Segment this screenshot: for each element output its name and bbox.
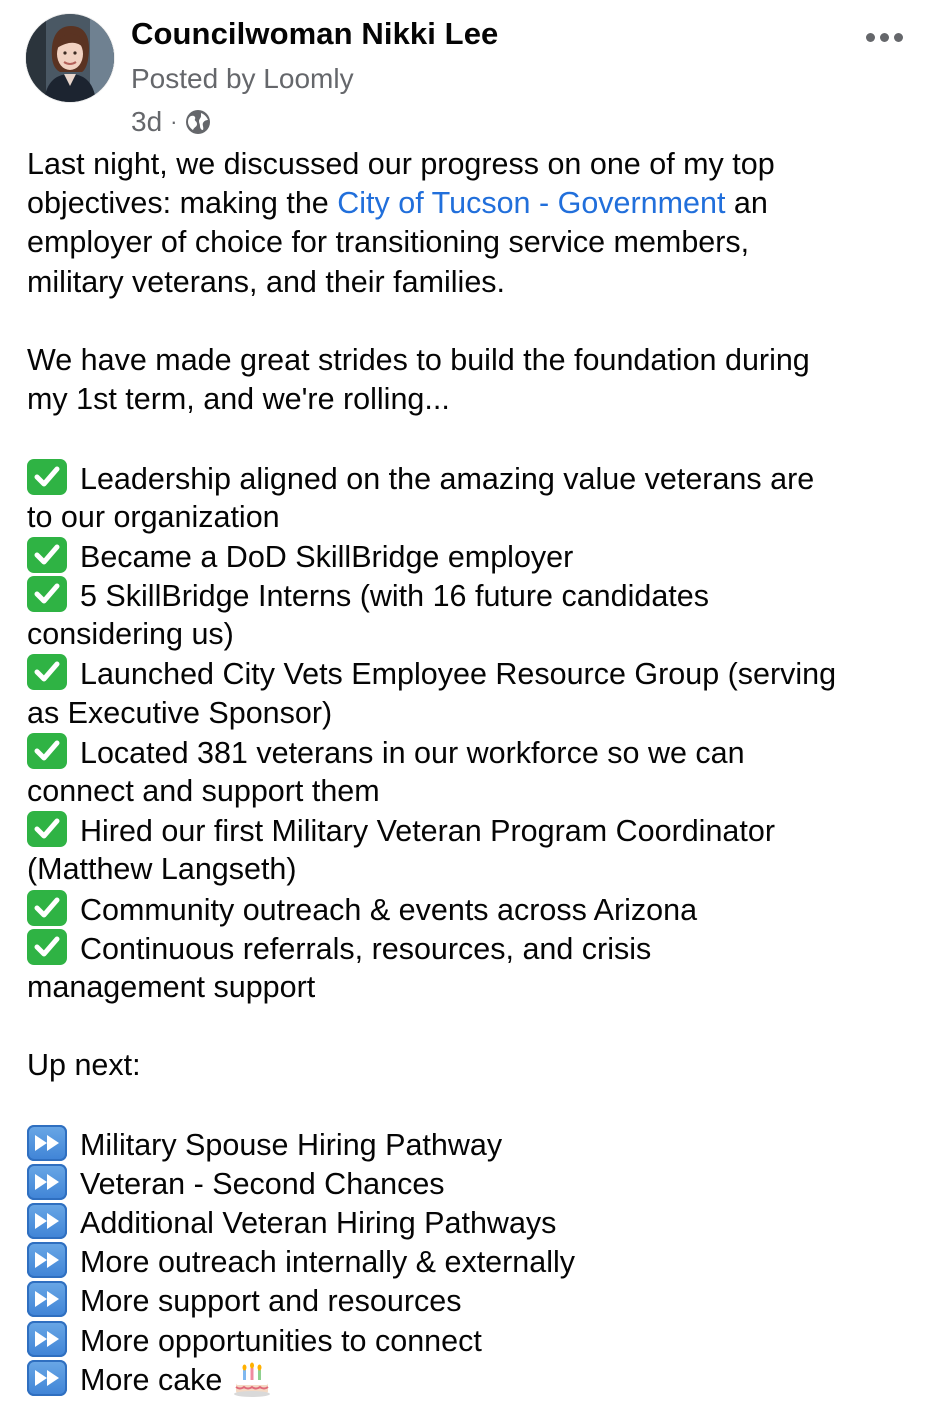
next-item-text: More support and resources [80, 1284, 462, 1319]
body-line: employer of choice for transitioning service members, [27, 225, 750, 260]
globe-icon[interactable] [185, 109, 211, 135]
meta-separator: · [170, 109, 178, 134]
check-mark-icon [27, 811, 67, 847]
city-of-tucson-link[interactable]: City of Tucson - Government [337, 186, 726, 221]
author-name[interactable]: Councilwoman Nikki Lee [131, 16, 499, 51]
achievement-continuation: considering us) [27, 617, 234, 652]
achievement-text: Launched City Vets Employee Resource Group (serving [80, 657, 837, 692]
next-item [27, 1164, 917, 1203]
avatar[interactable] [26, 14, 114, 102]
check-mark-icon [27, 576, 67, 612]
next-item-text: More opportunities to connect [80, 1323, 482, 1358]
next-item [27, 1321, 917, 1360]
more-options-icon-dot [880, 33, 889, 42]
achievement-continuation: to our organization [27, 499, 280, 534]
check-mark-icon [27, 537, 67, 573]
achievement-item [27, 459, 917, 498]
body-line: military veterans, and their families. [27, 264, 506, 299]
achievement-item [27, 733, 917, 772]
achievement-text: Hired our first Military Veteran Program Coordinator [80, 814, 775, 849]
body-line [27, 184, 917, 223]
achievement-item [27, 537, 917, 576]
body-text: objectives: making the [27, 186, 338, 221]
fast-forward-icon [27, 1321, 67, 1357]
next-item-text: Veteran - Second Chances [80, 1166, 445, 1201]
achievement-item [27, 890, 917, 929]
achievement-continuation: (Matthew Langseth) [27, 852, 297, 887]
achievement-text: Became a DoD SkillBridge employer [80, 539, 574, 574]
up-next-heading: Up next: [27, 1048, 141, 1083]
achievement-item [27, 576, 917, 615]
achievement-text: Located 381 veterans in our workforce so we can [80, 735, 745, 770]
achievement-continuation: connect and support them [27, 774, 380, 808]
fast-forward-icon [27, 1360, 67, 1396]
next-item [27, 1242, 917, 1281]
achievement-text: Community outreach & events across Arizona [80, 892, 698, 927]
achievement-text: Leadership aligned on the amazing value veterans are [80, 461, 815, 496]
next-item [27, 1125, 917, 1164]
birthday-cake-icon [232, 1360, 272, 1398]
body-line: Last night, we discussed our progress on one of my top [27, 147, 775, 181]
more-options-icon-dot [866, 33, 875, 42]
check-mark-icon [27, 929, 67, 965]
next-item-text: More cake [80, 1362, 223, 1397]
post-time[interactable]: 3d [131, 106, 163, 137]
next-item-text: Military Spouse Hiring Pathway [80, 1127, 503, 1162]
post-body [27, 145, 917, 1399]
body-line: We have made great strides to build the foundation during [27, 342, 810, 377]
body-line: my 1st term, and we're rolling... [27, 382, 450, 417]
achievement-continuation: as Executive Sponsor) [27, 695, 333, 730]
post-meta [131, 104, 211, 140]
achievement-item [27, 811, 917, 850]
achievement-item [27, 654, 917, 693]
profile-photo [26, 14, 114, 102]
fast-forward-icon [27, 1125, 67, 1161]
next-item [27, 1281, 917, 1320]
achievement-continuation: management support [27, 969, 316, 1004]
fast-forward-icon [27, 1164, 67, 1200]
fast-forward-icon [27, 1281, 67, 1317]
more-options-button[interactable] [858, 20, 910, 54]
more-options-icon-dot [894, 33, 903, 42]
next-item-text: More outreach internally & externally [80, 1245, 576, 1280]
next-item [27, 1203, 917, 1242]
fast-forward-icon [27, 1203, 67, 1239]
body-text: an [725, 186, 768, 221]
achievement-text: 5 SkillBridge Interns (with 16 future candidates [80, 579, 709, 614]
check-mark-icon [27, 890, 67, 926]
check-mark-icon [27, 654, 67, 690]
achievement-text: Continuous referrals, resources, and crisis [80, 931, 652, 966]
posted-by-label: Posted by Loomly [131, 63, 354, 94]
check-mark-icon [27, 733, 67, 769]
next-item-text: Additional Veteran Hiring Pathways [80, 1206, 557, 1241]
next-item [27, 1360, 917, 1399]
fast-forward-icon [27, 1242, 67, 1278]
check-mark-icon [27, 459, 67, 495]
achievement-item [27, 929, 917, 968]
